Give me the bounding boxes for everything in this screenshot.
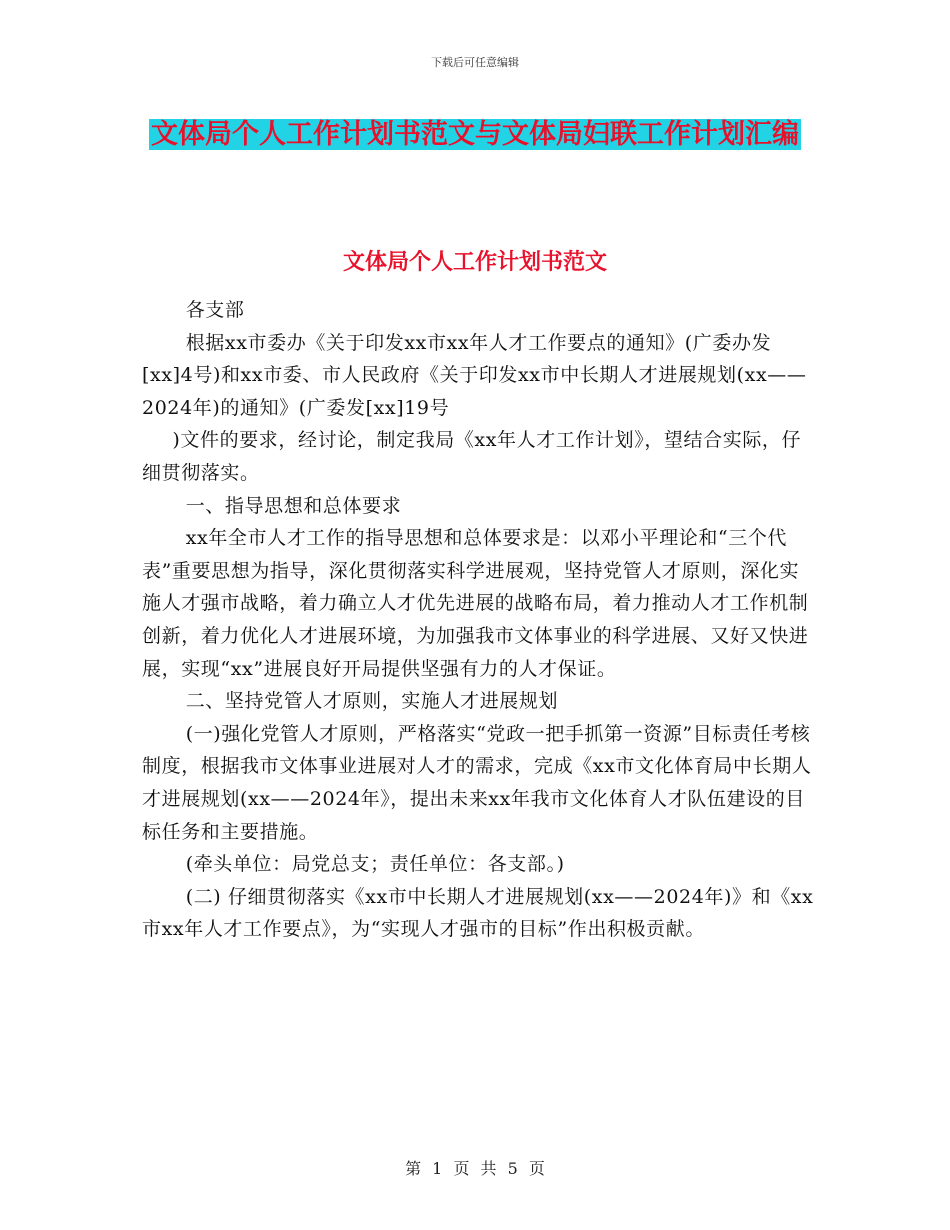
paragraph: 根据xx市委办《关于印发xx市xx年人才工作要点的通知》(广委办发[xx]4号)和xx市委、市人民政府《关于印发xx市中长期人才进展规划(xx——2024年)的通知》(广委发[xx]19号 (142, 331, 807, 419)
document-title (140, 112, 810, 158)
paragraph: 各支部 (185, 299, 245, 321)
paragraph: 一、指导思想和总体要求 (185, 494, 402, 517)
paragraph: (牵头单位：局党总支；责任单位：各支部。) (185, 853, 565, 876)
paragraph: xx年全市人才工作的指导思想和总体要求是：以邓小平理论和“三个代表”重要思想为指导，深化贯彻落实科学进展观，坚持党管人才原则，深化实施人才强市战略，着力确立人才优先进展的战略布局，着力推动人才工作机制创新，着力优化人才进展环境，为加强我市文体事业的科学进展、又好又快进展，实现“xx”进展良好开局提供坚强有力的人才保证。 (142, 527, 809, 680)
paragraph: (一)强化党管人才原则，严格落实“党政一把手抓第一资源”目标责任考核制度，根据我市文体事业进展对人才的需求，完成《xx市文化体育局中长期人才进展规划(xx——2024年》，提出未来xx年我市文化体育人才队伍建设的目标任务和主要措施。 (142, 722, 812, 843)
page-footer: 第 1 页 共 5 页 (405, 1159, 545, 1178)
paragraph: )文件的要求，经讨论，制定我局《xx年人才工作计划》，望结合实际，仔细贯彻落实。 (142, 429, 802, 484)
page-header: 下载后可任意编辑 (431, 56, 519, 69)
paragraph: (二) 仔细贯彻落实《xx市中长期人才进展规划(xx——2024年)》和《xx市xx年人才工作要点》，为“实现人才强市的目标”作出积极贡献。 (142, 885, 814, 941)
section-title: 文体局个人工作计划书范文 (342, 250, 607, 275)
document-body (142, 294, 814, 946)
document-title-highlight: 文体局个人工作计划书范文与文体局妇联工作计划汇编 (151, 119, 799, 150)
paragraph: 二、坚持党管人才原则，实施人才进展规划 (185, 690, 559, 713)
